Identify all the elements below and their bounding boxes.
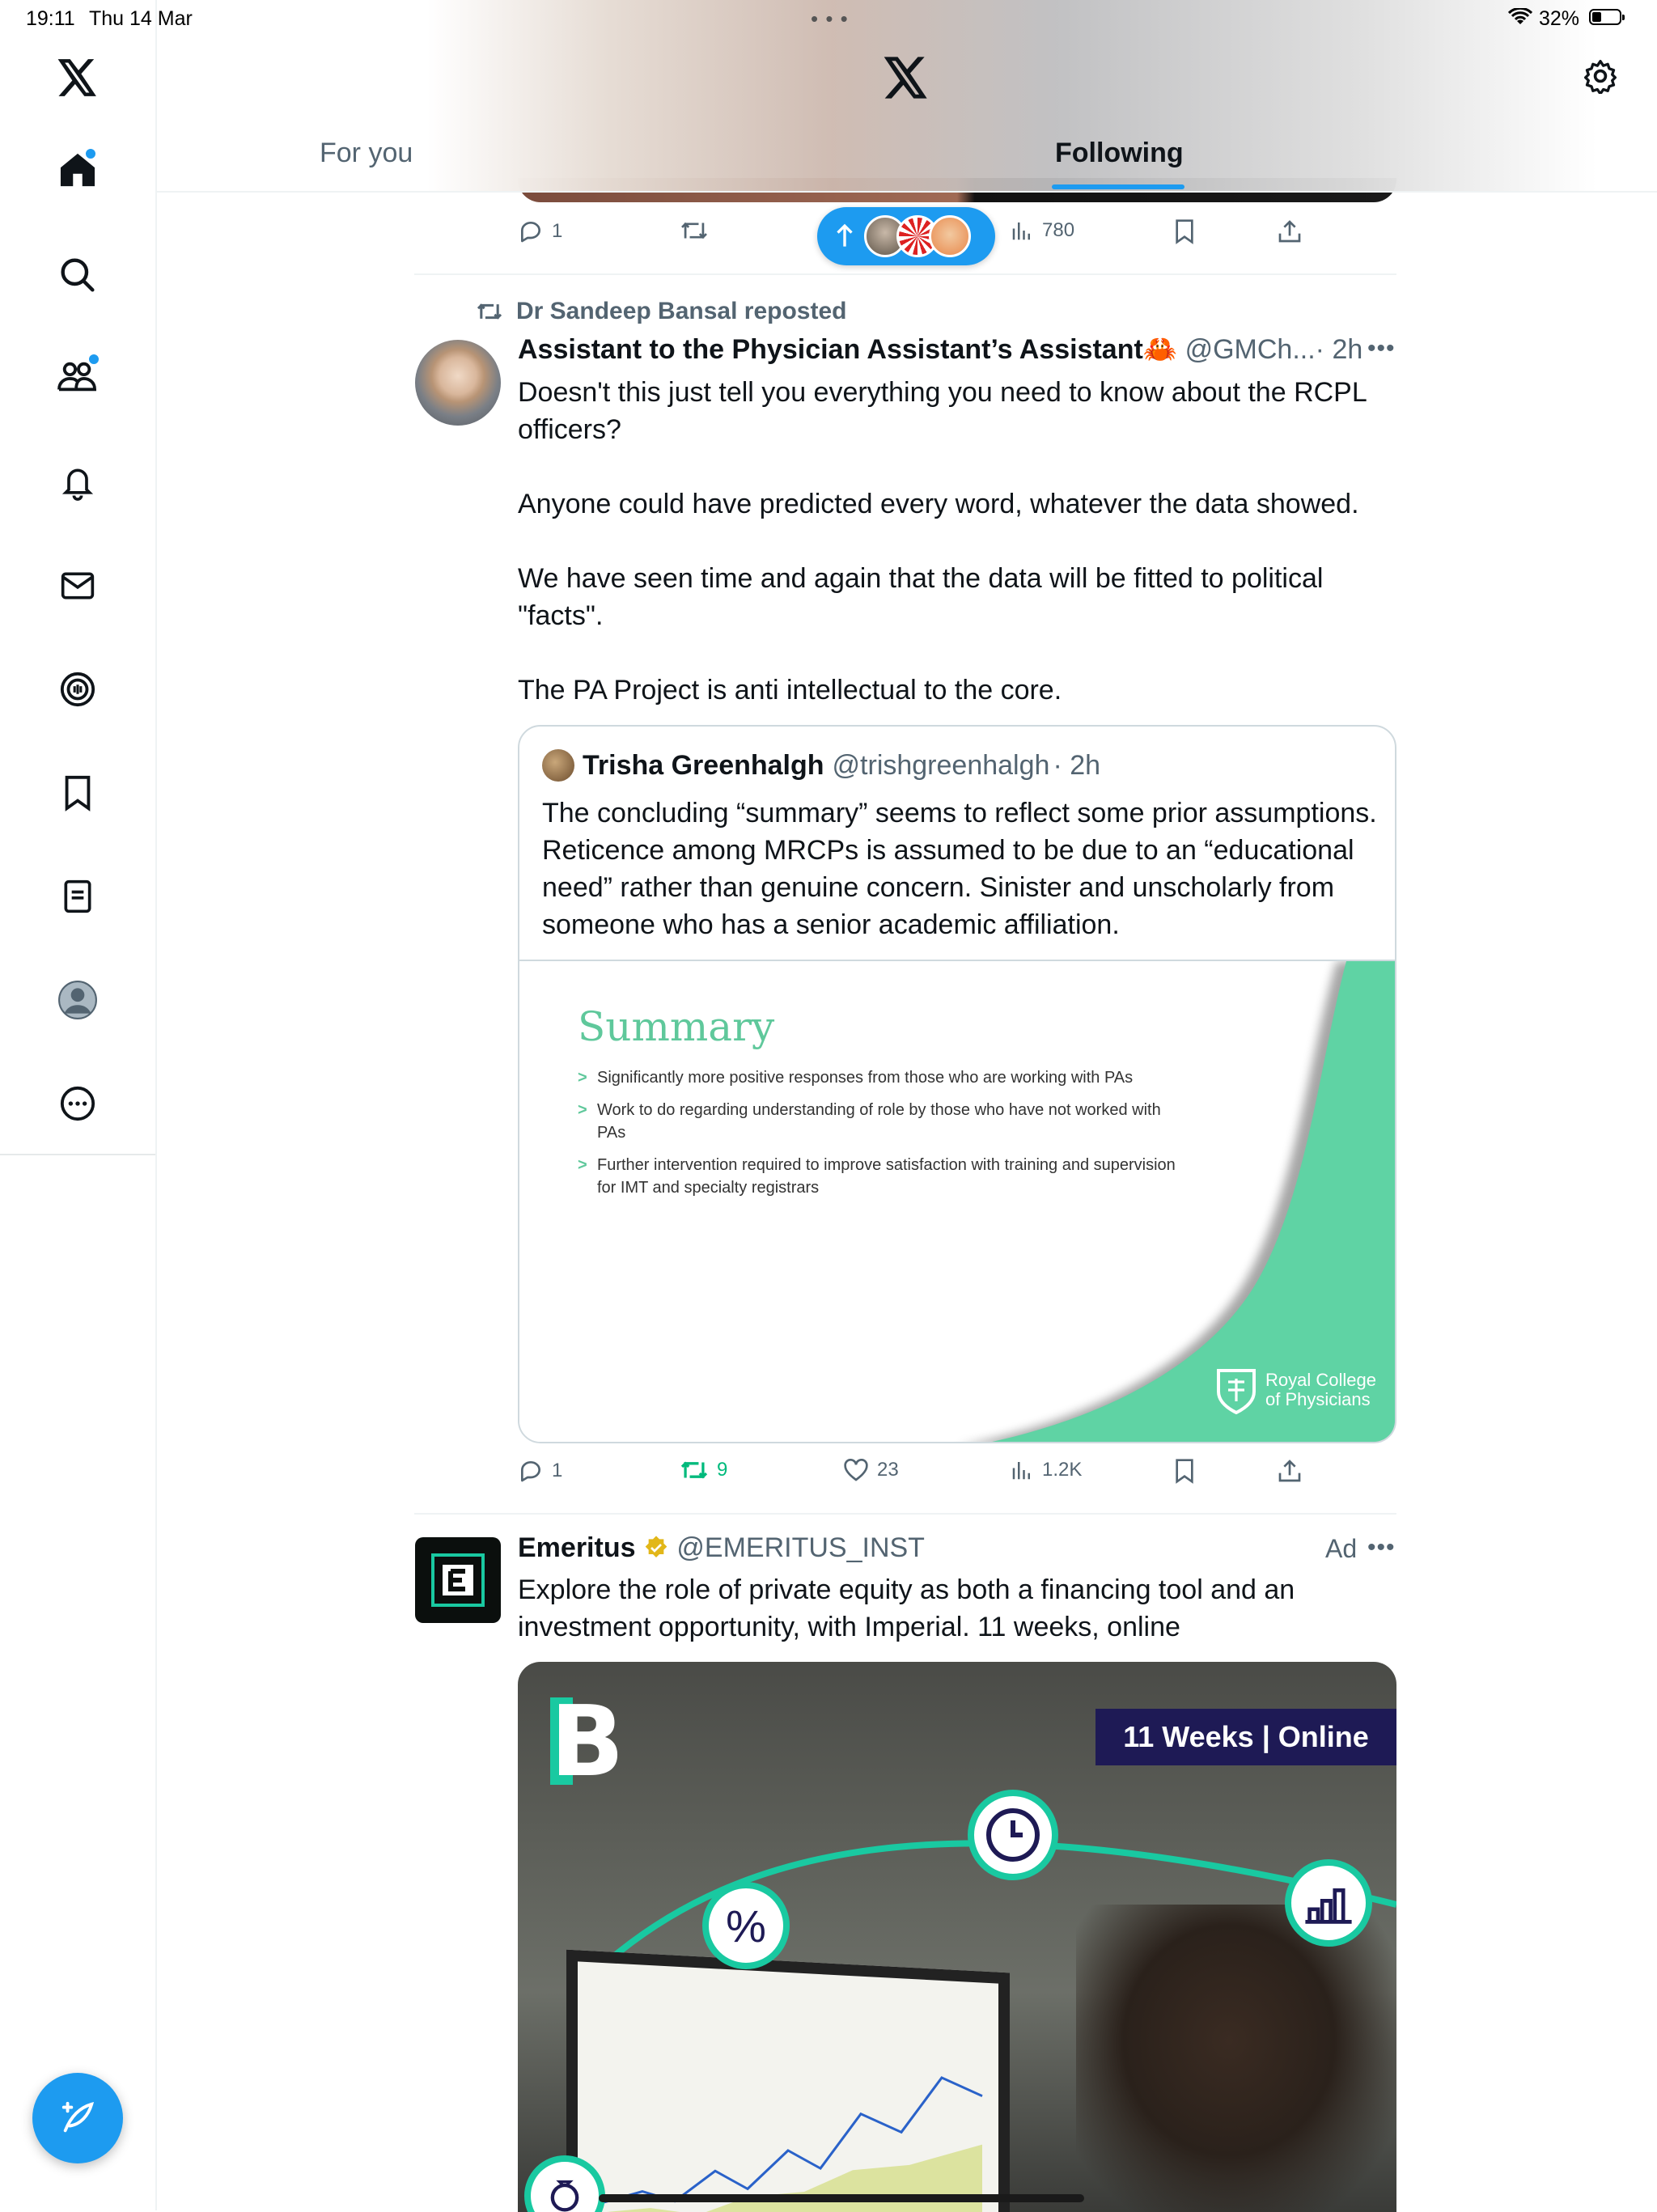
tweet-actions (518, 1458, 1396, 1494)
ad-label: Ad (1325, 1534, 1358, 1563)
settings-gear-icon[interactable] (1583, 58, 1618, 98)
quoted-author-handle: @trishgreenhalgh (832, 749, 1050, 781)
percent-icon: % (702, 1882, 790, 1969)
new-posts-pill[interactable] (817, 207, 995, 265)
quoted-author-name: Trisha Greenhalgh (583, 749, 824, 781)
active-tab-indicator (1052, 184, 1184, 189)
tweet-paragraph: Doesn't this just tell you everything you need to know about the RCPL officers? (518, 377, 1367, 445)
tweet-header (518, 333, 1362, 366)
views-count: 780 (1042, 219, 1075, 241)
home-indicator[interactable] (599, 2194, 1084, 2202)
lists-icon[interactable] (57, 875, 99, 917)
ad-duration-badge: 11 Weeks | Online (1095, 1709, 1396, 1765)
tweet-time[interactable]: · 2h (1315, 334, 1363, 365)
communities-icon[interactable] (57, 356, 99, 398)
search-icon[interactable] (57, 254, 99, 296)
repost-icon (680, 1458, 709, 1482)
repost-button[interactable] (680, 218, 709, 243)
sidebar (0, 0, 157, 2210)
share-icon (1277, 218, 1303, 244)
quoted-tweet[interactable] (518, 725, 1396, 1443)
rcp-logo-line1: Royal College (1265, 1370, 1376, 1390)
slide-bullets (578, 1066, 1193, 1209)
slide-bullet: > Significantly more positive responses from those who are working with PAs (578, 1066, 1193, 1089)
tweet-author-avatar[interactable] (415, 340, 501, 426)
slide-bullet: > Work to do regarding understanding of role by those who have not worked with PAs (578, 1099, 1193, 1144)
status-date: Thu 14 Mar (89, 7, 193, 30)
rcp-crest-icon (1214, 1366, 1259, 1414)
share-icon (1277, 1458, 1303, 1484)
bookmark-icon (1173, 218, 1196, 244)
ad-more-options-icon[interactable]: ••• (1367, 1534, 1396, 1561)
tab-following[interactable]: Following (1055, 138, 1184, 168)
ad-monitor-graphic (566, 1950, 1010, 2212)
reply-button[interactable] (518, 1458, 562, 1484)
repost-attribution[interactable] (476, 298, 846, 325)
arrow-up-icon (835, 222, 854, 253)
wifi-icon (1508, 8, 1532, 30)
clock-icon (968, 1790, 1058, 1880)
quoted-tweet-text: The concluding “summary” seems to reflect some prior assumptions. Reticence among MRCPs is assumed to be due to an “educational need” rather than genuine concern. Sinister and unscholarly from someone who has a senior academic affiliation. (542, 798, 1377, 940)
like-count: 23 (877, 1459, 899, 1481)
views-chart-icon (1010, 1458, 1034, 1482)
slide-title: Summary (578, 1003, 775, 1050)
more-options-icon[interactable] (57, 1083, 99, 1125)
repost-attribution-text: Dr Sandeep Bansal reposted (516, 298, 847, 324)
reply-count: 1 (552, 220, 563, 242)
ad-author-handle[interactable]: @EMERITUS_INST (676, 1532, 925, 1563)
tab-for-you[interactable]: For you (320, 138, 413, 168)
tweet-author-handle[interactable]: @GMCh... (1184, 334, 1316, 365)
bookmarks-icon[interactable] (57, 772, 99, 814)
tweet-paragraph: We have seen time and again that the data will be fitted to political "facts". (518, 563, 1324, 631)
ad-text: Explore the role of private equity as both a financing tool and an investment opportunity, with Imperial. 11 weeks, online (518, 1574, 1295, 1642)
ad-logo-letter: B (550, 1686, 625, 1799)
compose-feather-icon (59, 2100, 96, 2137)
bookmark-button[interactable] (1173, 218, 1196, 244)
home-icon[interactable] (57, 149, 99, 191)
share-button[interactable] (1277, 218, 1303, 244)
repost-count: 9 (717, 1459, 728, 1481)
bookmark-icon (1173, 1458, 1196, 1484)
rcp-logo (1214, 1366, 1376, 1414)
status-time: 19:11 (26, 7, 75, 30)
multitask-dots-icon[interactable]: • • • (811, 6, 849, 31)
views-button[interactable] (1010, 218, 1074, 243)
quoted-tweet-header (542, 749, 1100, 782)
ad-author-name[interactable]: Emeritus (518, 1532, 636, 1563)
ad-image[interactable] (518, 1662, 1396, 2212)
status-bar (0, 0, 1657, 37)
tweet-body (518, 374, 1384, 709)
x-header-logo-icon[interactable] (884, 57, 929, 103)
reply-icon (518, 218, 544, 244)
repost-button[interactable] (680, 1458, 727, 1482)
bar-chart-icon (1285, 1859, 1372, 1947)
battery-percent: 32% (1539, 7, 1580, 30)
share-button[interactable] (1277, 1458, 1303, 1484)
reply-icon (518, 1458, 544, 1484)
spaces-icon[interactable] (57, 668, 99, 710)
quoted-author-avatar (542, 749, 574, 782)
communities-notification-dot (87, 353, 100, 366)
emeritus-logo-icon (415, 1537, 501, 1623)
profile-avatar-icon[interactable] (57, 979, 99, 1021)
battery-icon (1589, 9, 1621, 25)
views-chart-icon (1010, 218, 1034, 243)
like-button[interactable] (843, 1458, 899, 1482)
new-post-avatar (929, 215, 971, 257)
tweet-paragraph: Anyone could have predicted every word, whatever the data showed. (518, 489, 1359, 519)
views-count: 1.2K (1042, 1459, 1083, 1481)
x-logo-icon[interactable] (57, 57, 99, 99)
heart-icon (843, 1458, 869, 1482)
tweet-divider (414, 1513, 1396, 1515)
quoted-tweet-time: · 2h (1053, 749, 1101, 781)
reply-count: 1 (552, 1460, 563, 1481)
bookmark-button[interactable] (1173, 1458, 1196, 1484)
rcp-logo-line2: of Physicians (1265, 1389, 1371, 1409)
ad-person-graphic (1076, 1905, 1396, 2212)
tweet-more-options-icon[interactable]: ••• (1367, 335, 1396, 362)
reply-button[interactable] (518, 218, 562, 244)
messages-envelope-icon[interactable] (57, 565, 99, 607)
tweet-divider (414, 273, 1396, 275)
views-button[interactable] (1010, 1458, 1082, 1482)
quoted-tweet-image[interactable] (519, 960, 1396, 1443)
notifications-bell-icon[interactable] (57, 461, 99, 503)
ad-author-avatar[interactable] (415, 1537, 501, 1623)
slide-bullet: > Further intervention required to improve satisfaction with training and supervision for IMT and specialty registrars (578, 1154, 1193, 1199)
tweet-author-name[interactable]: Assistant to the Physician Assistant’s Assistant🦀 (518, 334, 1178, 365)
home-notification-dot (84, 147, 97, 160)
verified-gold-badge-icon (643, 1535, 669, 1561)
ad-stock-chart-graphic (578, 1961, 998, 2212)
compose-post-button[interactable] (32, 2073, 123, 2163)
repost-icon (680, 218, 709, 243)
sidebar-divider (0, 1154, 155, 1155)
repost-icon (476, 300, 503, 323)
ad-header (518, 1532, 925, 1564)
tweet-paragraph: The PA Project is anti intellectual to the core. (518, 675, 1062, 706)
